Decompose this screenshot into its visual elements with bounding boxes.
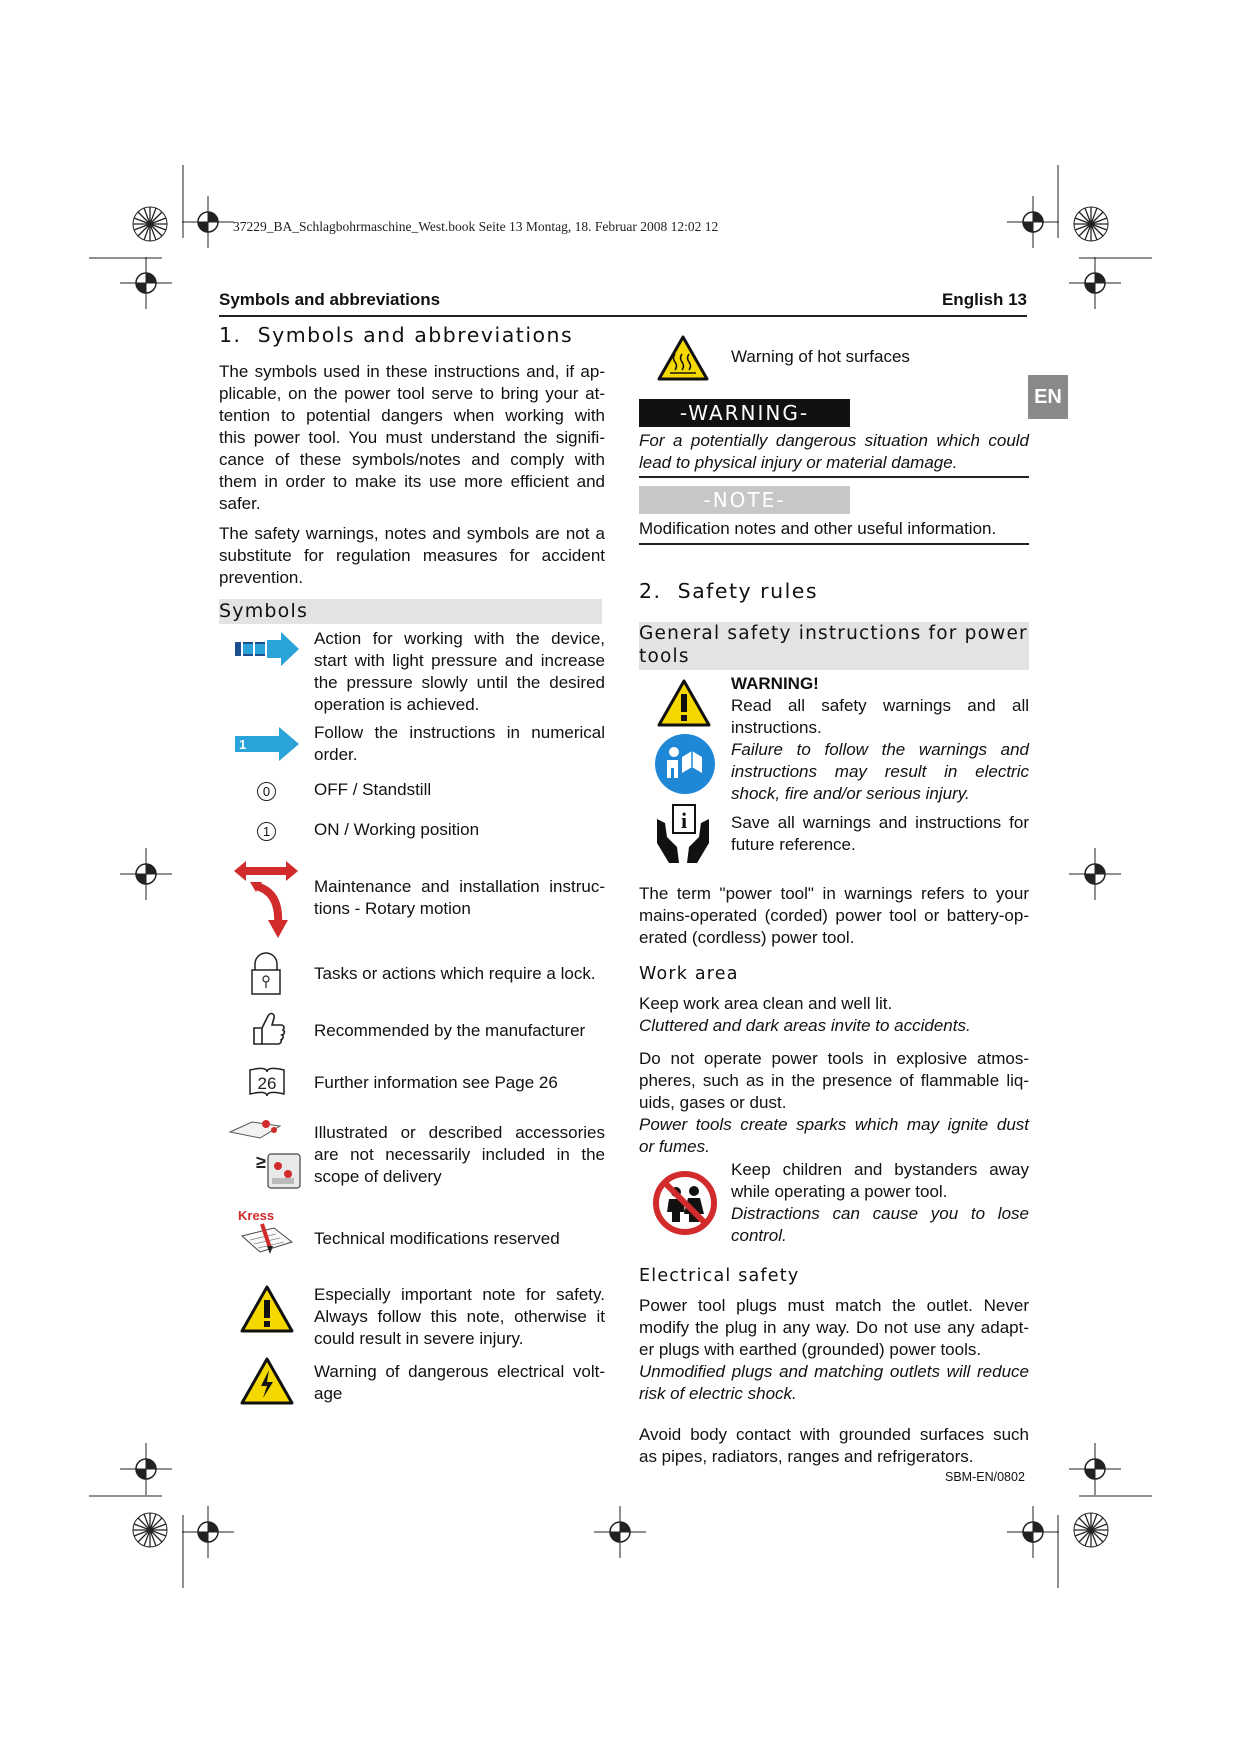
electrical-safety-heading: Electrical safety — [639, 1266, 800, 1286]
intro-paragraph-1 — [219, 361, 605, 515]
symbol-text-accessories — [314, 1122, 605, 1188]
svg-text:i: i — [680, 808, 688, 833]
electrical-paragraph-1 — [639, 1295, 1029, 1405]
note-label-bar: -NOTE- — [639, 486, 850, 514]
text-line: ON / Working position — [314, 820, 480, 839]
work-area-paragraph-2 — [639, 1048, 1029, 1158]
text-line: or fumes. — [639, 1137, 710, 1156]
text-line: OFF / Standstill — [314, 780, 432, 799]
text-line: cance of these symbols/notes and comply with — [219, 450, 605, 469]
read-manual-icon — [654, 733, 716, 795]
text-line: General safety instructions for power — [639, 623, 1028, 644]
symbol-text-on — [314, 819, 605, 841]
text-line: instructions. — [731, 718, 822, 737]
text-line: order. — [314, 745, 358, 764]
section1-title: Symbols and abbreviations — [257, 323, 574, 347]
text-line: Do not operate power tools in explosive atmos- — [639, 1049, 1029, 1068]
text-line: Recommended by the manufacturer — [314, 1021, 586, 1040]
text-line: Technical modifications reserved — [314, 1229, 560, 1248]
text-line: Power tool plugs must match the outlet. Never — [639, 1296, 1029, 1315]
text-line: Avoid body contact with grounded surfaces such — [639, 1425, 1029, 1444]
symbol-text-recommended — [314, 1020, 605, 1042]
warning-triangle-icon — [656, 678, 712, 728]
symbol-text-electrical — [314, 1361, 605, 1405]
text-line: The safety warnings, notes and symbols are not a — [219, 524, 605, 543]
text-line: Power tools create sparks which may ignite dust — [639, 1115, 1029, 1134]
text-line: as pipes, radiators, ranges and refrigerators. — [639, 1447, 974, 1466]
lock-icon — [249, 952, 283, 996]
text-line: lead to physical injury or material damage. — [639, 453, 958, 472]
text-line: mains-operated (corded) power tool or battery-op- — [639, 906, 1029, 925]
text-line: operation is achieved. — [314, 695, 480, 714]
symbol-text-off — [314, 779, 605, 801]
text-line: Distractions can cause you to lose — [731, 1204, 1029, 1223]
text-line: Especially important note for safety. — [314, 1285, 605, 1304]
text-line: Keep children and bystanders away — [731, 1160, 1029, 1179]
numbered-arrow-icon — [235, 727, 300, 761]
text-line: Follow the instructions in numerical — [314, 723, 605, 742]
on-symbol-icon: 1 — [257, 822, 276, 841]
warning-triangle-icon — [239, 1284, 295, 1334]
kress-logo-text: Kress — [238, 1208, 275, 1223]
text-line: Cluttered and dark areas invite to accidents. — [639, 1016, 971, 1035]
text-line: Unmodified plugs and matching outlets will reduce — [639, 1362, 1029, 1381]
svg-text:≥: ≥ — [256, 1152, 266, 1172]
warning-title: WARNING! — [731, 674, 819, 693]
section2-title: Safety rules — [677, 579, 819, 603]
text-line: uids, gases or dust. — [639, 1093, 787, 1112]
text-line: er plugs with earthed (grounded) power tools. — [639, 1340, 982, 1359]
general-warning-block — [731, 673, 1029, 805]
work-area-paragraph-1 — [639, 993, 1029, 1037]
text-line: this power tool. You must understand the signifi- — [219, 428, 605, 447]
text-line: substitute for regulation measures for accident — [219, 546, 605, 565]
text-line: shock, fire and/or serious injury. — [731, 784, 970, 803]
children-warning-text — [731, 1159, 1029, 1247]
document-code: SBM-EN/0802 — [945, 1470, 1025, 1484]
symbol-text-action — [314, 628, 605, 716]
power-tool-term-paragraph — [639, 883, 1029, 949]
text-line: risk of electric shock. — [639, 1384, 797, 1403]
section2-heading — [639, 579, 818, 603]
text-line: modify the plug in any way. Do not use any adapt- — [639, 1318, 1029, 1337]
symbols-heading: Symbols — [219, 599, 602, 624]
print-info-line: 37229_BA_Schlagbohrmaschine_West.book Seite 13 Montag, 18. Februar 2008 12:02 12 — [233, 219, 719, 234]
text-line: Keep work area clean and well lit. — [639, 994, 893, 1013]
text-line: scope of delivery — [314, 1167, 442, 1186]
language-badge: EN — [1028, 375, 1068, 419]
text-line: Illustrated or described accessories — [314, 1123, 605, 1142]
note-rule — [639, 543, 1029, 545]
symbol-text-rotary — [314, 876, 605, 920]
hot-surface-text: Warning of hot surfaces — [731, 347, 910, 366]
section1-heading — [219, 323, 573, 347]
rotary-motion-icon — [234, 858, 300, 940]
symbol-text-lock — [314, 963, 614, 985]
warning-description — [639, 430, 1029, 474]
running-header-left: Symbols and abbreviations — [219, 290, 441, 309]
symbol-text-modifications — [314, 1228, 605, 1250]
section2-number: 2. — [639, 579, 662, 603]
text-line: erated (cordless) power tool. — [639, 928, 855, 947]
text-line: plicable, on the power tool serve to bring your at- — [219, 384, 605, 403]
text-line: Always follow this note, otherwise it — [314, 1307, 605, 1326]
symbol-text-numbered — [314, 722, 605, 766]
text-line: the pressure slowly until the desired — [314, 673, 605, 692]
text-line: age — [314, 1384, 343, 1403]
general-safety-heading — [639, 622, 1029, 670]
text-line: prevention. — [219, 568, 304, 587]
text-line: The symbols used in these instructions and, if ap- — [219, 362, 605, 381]
text-line: instructions may result in electric — [731, 762, 1029, 781]
action-arrow-icon — [235, 632, 300, 666]
text-line: For a potentially dangerous situation which could — [639, 431, 1029, 450]
text-line: start with light pressure and increase — [314, 651, 605, 670]
text-line: tools — [639, 646, 690, 667]
text-line: The term "power tool" in warnings refers to your — [639, 884, 1029, 903]
book-page-number: 26 — [257, 1074, 277, 1093]
note-description: Modification notes and other useful information. — [639, 519, 997, 538]
keep-manual-hands-icon — [653, 803, 713, 865]
text-line: while operating a power tool. — [731, 1182, 948, 1201]
text-line: are not necessarily included in the — [314, 1145, 605, 1164]
text-line: safer. — [219, 494, 261, 513]
thumbs-up-icon — [250, 1010, 286, 1048]
section1-number: 1. — [219, 323, 242, 347]
electrical-paragraph-2 — [639, 1424, 1029, 1468]
work-area-heading: Work area — [639, 964, 739, 984]
electric-hazard-icon — [239, 1356, 295, 1406]
text-line: tions - Rotary motion — [314, 899, 471, 918]
accessories-icon — [226, 1116, 306, 1192]
intro-paragraph-2 — [219, 523, 605, 589]
kress-modification-icon — [236, 1208, 302, 1264]
text-line: Save all warnings and instructions for — [731, 813, 1029, 832]
book-page-icon — [247, 1066, 287, 1098]
warning-rule — [639, 476, 1029, 478]
symbol-text-further-info — [314, 1072, 605, 1094]
text-line: could result in severe injury. — [314, 1329, 524, 1348]
text-line: Maintenance and installation instruc- — [314, 877, 605, 896]
text-line: Tasks or actions which require a lock. — [314, 964, 596, 983]
symbol-text-safety-note — [314, 1284, 605, 1350]
text-line: Failure to follow the warnings and — [731, 740, 1029, 759]
numbered-arrow-label: 1 — [239, 737, 247, 752]
text-line: control. — [731, 1226, 787, 1245]
hot-surface-icon — [656, 334, 710, 382]
text-line: Action for working with the device, — [314, 629, 605, 648]
text-line: tention to potential dangers when working with — [219, 406, 605, 425]
save-warnings-text — [731, 812, 1029, 856]
running-header-right: English 13 — [941, 290, 1027, 309]
warning-label-bar: -WARNING- — [639, 399, 850, 427]
text-line: future reference. — [731, 835, 856, 854]
text-line: Warning of dangerous electrical volt- — [314, 1362, 605, 1381]
text-line: Further information see Page 26 — [314, 1073, 558, 1092]
no-children-icon — [652, 1170, 718, 1236]
text-line: them in order to make its use more efficient and — [219, 472, 605, 491]
text-line: Read all safety warnings and all — [731, 696, 1029, 715]
text-line: pheres, such as in the presence of flammable liq- — [639, 1071, 1029, 1090]
header-rule — [219, 315, 1027, 317]
off-symbol-icon: 0 — [257, 782, 276, 801]
